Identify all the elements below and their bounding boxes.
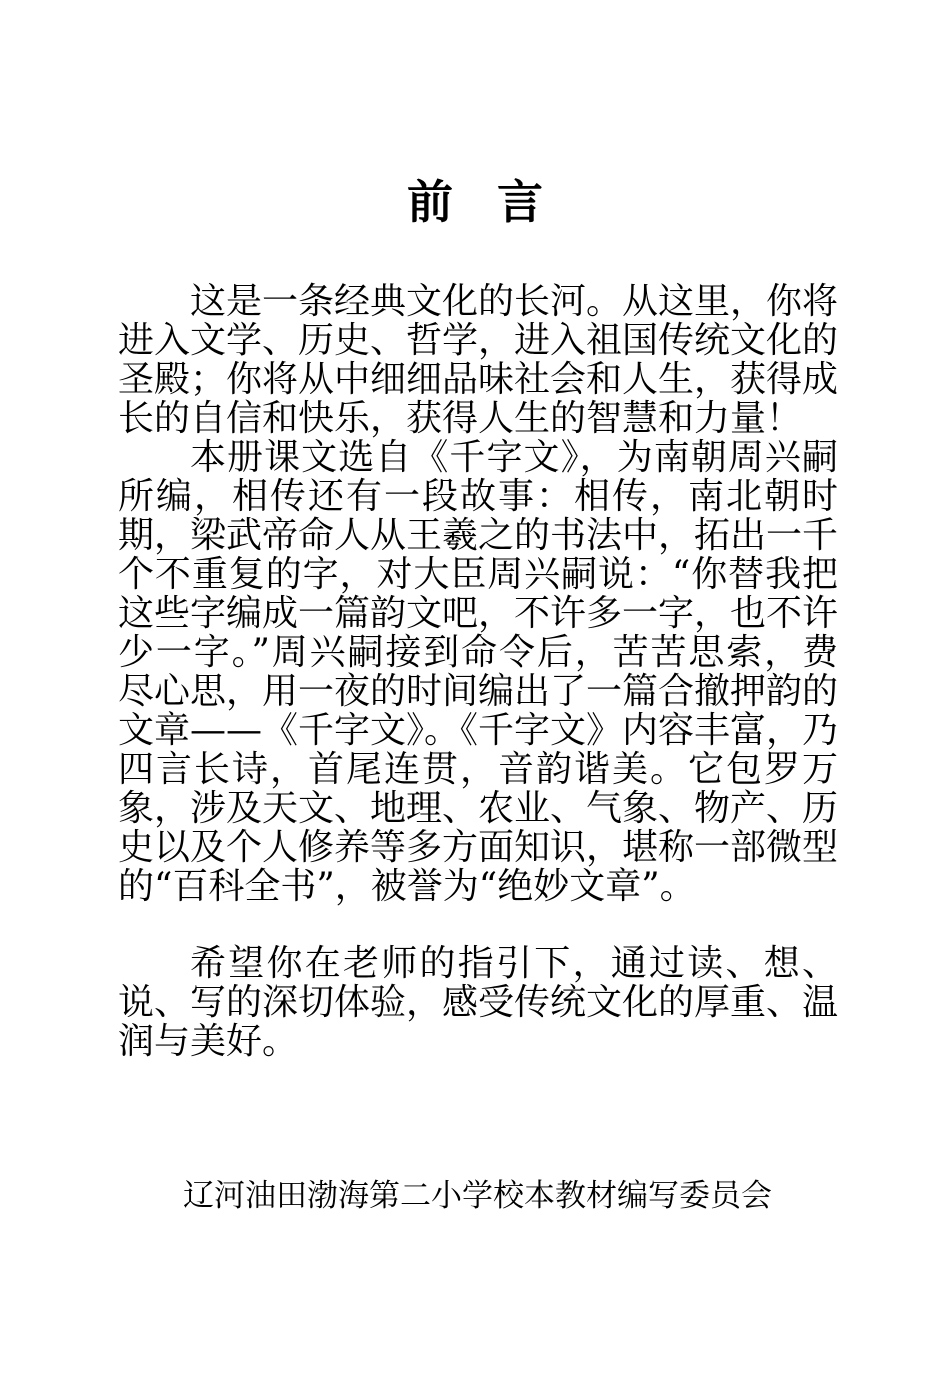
paragraph-intro: 这是一条经典文化的长河。从这里，你将进入文学、历史、哲学，进入祖国传统文化的圣殿；你将从中细细品味社会和人生，获得成长的自信和快乐，获得人生的智慧和力量！ (118, 281, 839, 439)
signature: 辽河油田渤海第二小学校本教材编写委员会 (183, 1178, 772, 1214)
paragraph-hope: 希望你在老师的指引下，通过读、想、说、写的深切体验，感受传统文化的厚重、温润与美好。 (118, 943, 839, 1062)
document-body (118, 282, 838, 1061)
page-title: 前言 (407, 175, 587, 229)
paragraph-qianziwen: 本册课文选自《千字文》，为南朝周兴嗣所编，相传还有一段故事：相传，南北朝时期，梁武帝命人从王羲之的书法中，拓出一千个不重复的字，对大臣周兴嗣说：“你替我把这些字编成一篇韵文吧，不许多一字，也不许少一字。”周兴嗣接到命令后，苦苦思索，费尽心思，用一夜的时间编出了一篇合撤押韵的文章——《千字文》。《千字文》内容丰富，乃四言长诗，首尾连贯，音韵谐美。它包罗万象，涉及天文、地理、农业、气象、物产、历史以及个人修养等多方面知识，堪称一部微型的“百科全书”，被誉为“绝妙文章”。 (118, 437, 839, 907)
